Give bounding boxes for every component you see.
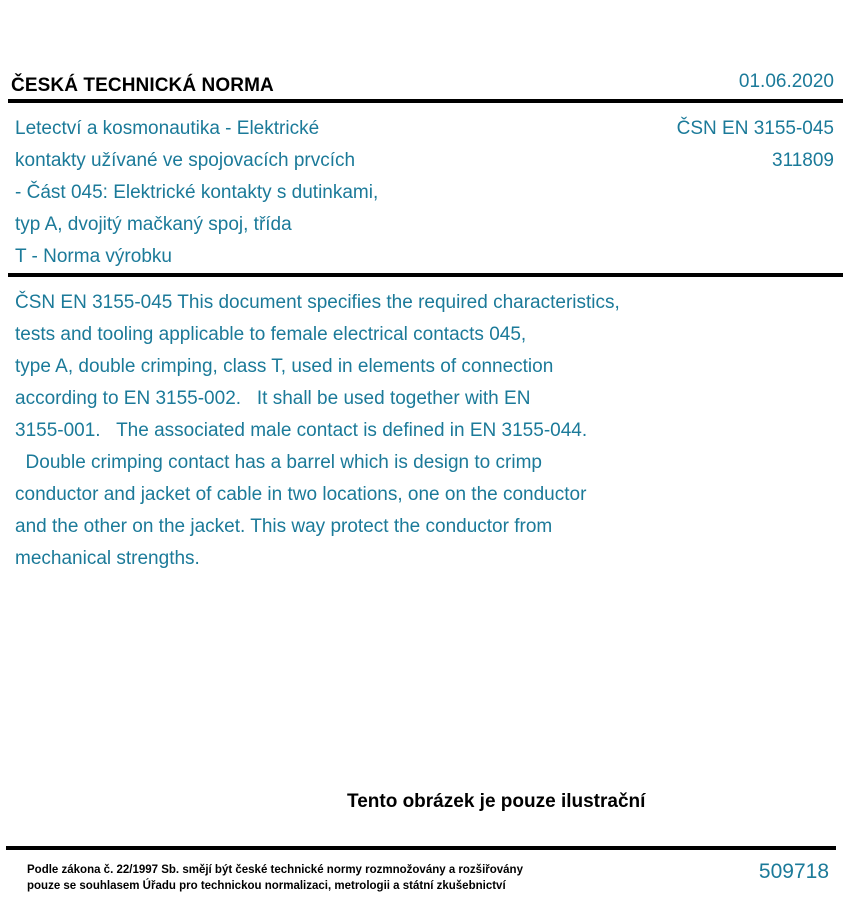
norm-identifiers xyxy=(677,113,834,177)
description-line: according to EN 3155-002. It shall be used together with EN xyxy=(15,388,531,409)
document-id: 509718 xyxy=(758,860,829,883)
description-line: Double crimping contact has a barrel which is design to crimp xyxy=(15,452,542,473)
footer-divider xyxy=(6,846,836,850)
document-header-title: ČESKÁ TECHNICKÁ NORMA xyxy=(11,75,274,96)
copyright-notice xyxy=(27,862,523,894)
description-line: 3155-001. The associated male contact is defined in EN 3155-044. xyxy=(15,420,588,441)
copyright-line: Podle zákona č. 22/1997 Sb. smějí být české technické normy rozmnožovány a rozšiřovány xyxy=(27,864,523,876)
description-line: mechanical strengths. xyxy=(15,548,200,569)
norm-title xyxy=(15,113,445,273)
norm-title-line: Letectví a kosmonautika - Elektrické xyxy=(15,118,320,139)
description-line: tests and tooling applicable to female electrical contacts 045, xyxy=(15,324,527,345)
copyright-line: pouze se souhlasem Úřadu pro technickou normalizaci, metrologii a státní zkušebnictví xyxy=(27,880,506,892)
header-divider xyxy=(8,99,843,103)
publication-date: 01.06.2020 xyxy=(738,71,834,92)
description-line: conductor and jacket of cable in two locations, one on the conductor xyxy=(15,484,587,505)
illustration-note: Tento obrázek je pouze ilustrační xyxy=(347,791,646,812)
norm-code: ČSN EN 3155-045 xyxy=(676,118,834,139)
norm-title-line: kontakty užívané ve spojovacích prvcích xyxy=(15,150,356,171)
norm-title-line: T - Norma výrobku xyxy=(15,246,172,267)
description-line: ČSN EN 3155-045 This document specifies the required characteristics, xyxy=(15,292,620,313)
norm-description xyxy=(15,287,715,575)
norm-class-number: 311809 xyxy=(772,150,834,171)
description-line: and the other on the jacket. This way protect the conductor from xyxy=(15,516,553,537)
description-line: type A, double crimping, class T, used in elements of connection xyxy=(15,356,554,377)
norm-title-line: - Část 045: Elektrické kontakty s dutinkami, xyxy=(15,182,379,203)
norm-title-line: typ A, dvojitý mačkaný spoj, třída xyxy=(15,214,292,235)
title-divider xyxy=(8,273,843,277)
